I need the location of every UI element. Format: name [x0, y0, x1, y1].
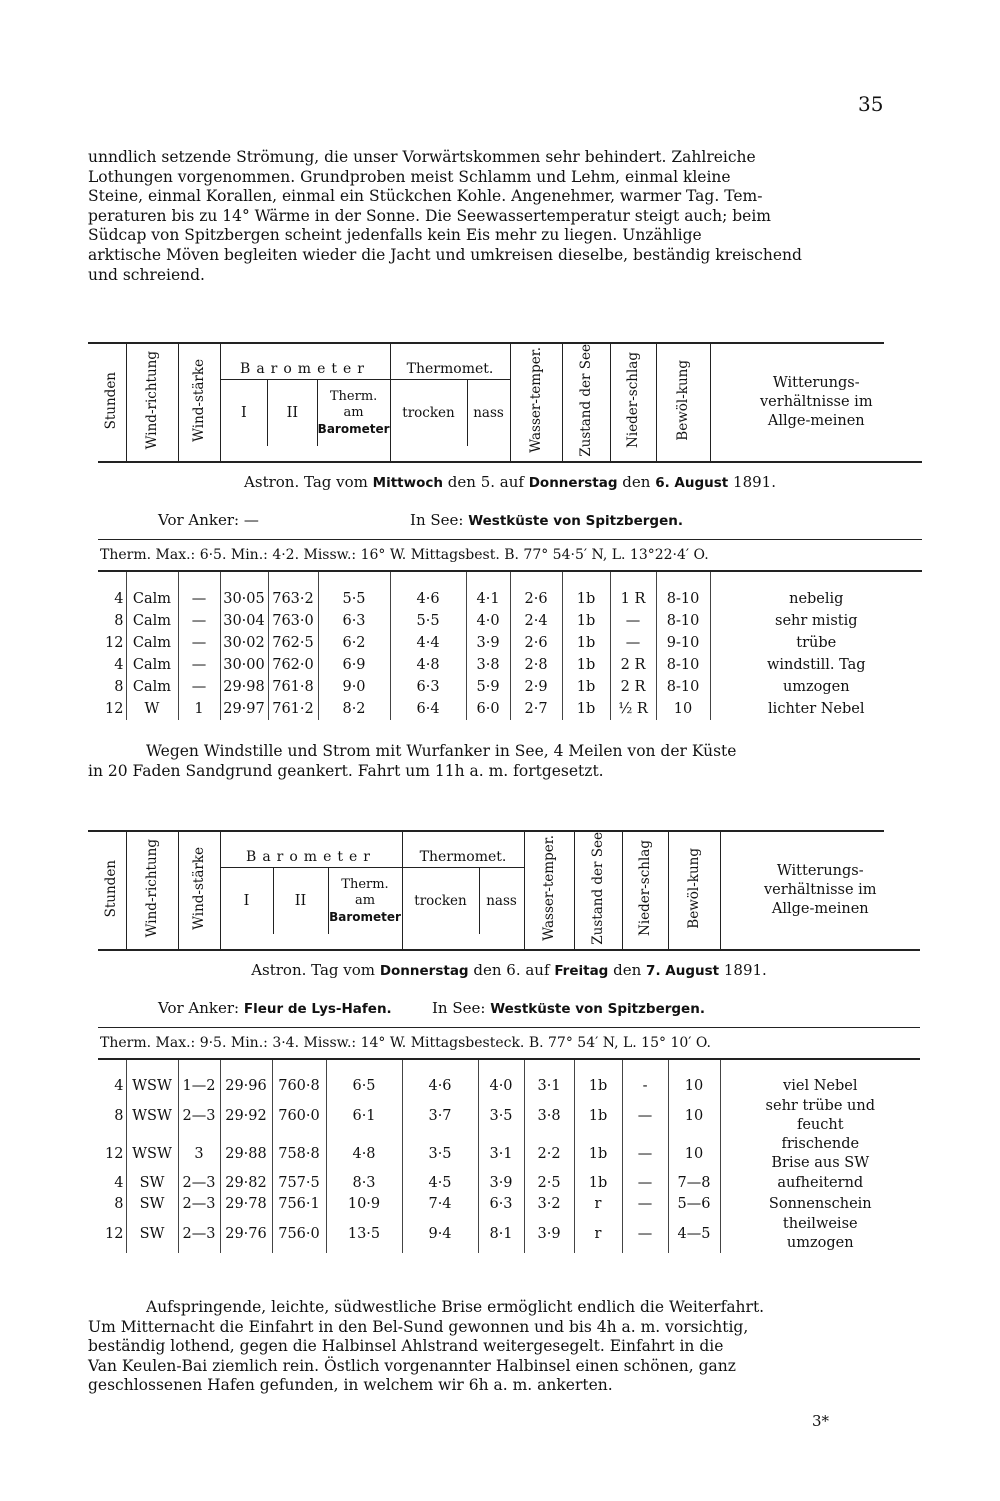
- astron-line: Astron. Tag vom Mittwoch den 5. auf Donnerstag den 6. August 1891.: [244, 472, 776, 491]
- anchor-label: Vor Anker:: [158, 998, 240, 1017]
- text-line: peraturen bis zu 14° Wärme in der Sonne. Die Seewassertemperatur steigt auch; beim: [88, 206, 771, 225]
- barometer-group-label: Barometer: [221, 847, 402, 868]
- anchor-line: [98, 989, 920, 1028]
- table-row: 4 Calm — 30·00 762·0 6·9 4·8 3·8 2·8 1b 2 R 8-10 windstill. Tag: [98, 654, 922, 676]
- col-windrichtung: Wind-richtung: [126, 344, 178, 462]
- trocken-label: trocken: [391, 380, 468, 446]
- paragraph-3: [88, 1298, 890, 1396]
- text-line: in 20 Faden Sandgrund geankert. Fahrt um 11h a. m. fortgesetzt.: [88, 761, 604, 780]
- col-bewoelkung: Bewöl-kung: [656, 344, 710, 462]
- table-row: 8 WSW 2—3 29·92 760·0 6·1 3·7 3·5 3·8 1b — 10 sehr trübe und feucht: [98, 1097, 920, 1135]
- text-line: Südcap von Spitzbergen scheint jedenfalls kein Eis mehr zu liegen. Unzählige: [88, 226, 702, 245]
- barometer-bold-label: Barometer: [329, 909, 401, 924]
- therm-am-label: Therm. am: [329, 388, 378, 420]
- col-wassertemp: Wasser-temper.: [510, 344, 562, 462]
- text-line: Steine, einmal Korallen, einmal ein Stückchen Kohle. Angenehmer, warmer Tag. Tem-: [88, 187, 763, 206]
- col-witterung: Witterungs-verhältnisse im Allge-meinen: [720, 832, 920, 950]
- col-wassertemp: Wasser-temper.: [524, 832, 574, 950]
- bar-I-label: I: [221, 380, 269, 446]
- barometer-bold-label: Barometer: [317, 421, 390, 436]
- day-to: Freitag: [554, 962, 609, 979]
- table-row: 12 W 1 29·97 761·2 8·2 6·4 6·0 2·7 1b ½ R 10 lichter Nebel: [98, 698, 922, 720]
- anchor-label: Vor Anker: —: [158, 510, 259, 529]
- paragraph-2: [88, 742, 890, 781]
- col-niederschlag: Nieder-schlag: [622, 832, 668, 950]
- col-niederschlag: Nieder-schlag: [610, 344, 656, 462]
- day-to: Donnerstag: [528, 474, 618, 491]
- anchor-location: Fleur de Lys-Hafen.: [243, 1000, 392, 1017]
- col-thermometer-group: [390, 344, 510, 462]
- trocken-label: trocken: [403, 868, 480, 934]
- col-bewoelkung: Bewöl-kung: [668, 832, 720, 950]
- day-from: Donnerstag: [379, 962, 469, 979]
- sea-label: In See:: [432, 998, 486, 1017]
- text-line: Aufspringende, leichte, südwestliche Brise ermöglicht endlich die Weiterfahrt.: [146, 1298, 765, 1316]
- col-barometer-group: [220, 344, 390, 462]
- col-windstaerke: Wind-stärke: [178, 832, 220, 950]
- anchor-line: [98, 501, 922, 540]
- therm-line: Therm. Max.: 9·5. Min.: 3·4. Missw.: 14° W. Mittagsbesteck. B. 77° 54′ N, L. 15° 10′ O.: [98, 1027, 920, 1059]
- table-header-row: [98, 832, 920, 950]
- bar-I-label: I: [221, 868, 274, 934]
- col-stunden: Stunden: [98, 832, 126, 950]
- weather-table-2: [98, 832, 920, 1253]
- table-row: 8 SW 2—3 29·78 756·1 10·9 7·4 6·3 3·2 r — 5—6 Sonnenschein: [98, 1194, 920, 1215]
- text-line: und schreiend.: [88, 265, 205, 284]
- signature-mark: 3*: [812, 1412, 830, 1430]
- text-line: Lothungen vorgenommen. Grundproben meist Schlamm und Lehm, einmal kleine: [88, 167, 731, 186]
- thermometer-group-label: Thermomet.: [403, 847, 524, 868]
- col-barometer-group: [220, 832, 402, 950]
- sea-location: Westküste von Spitzbergen.: [490, 1000, 705, 1017]
- day-from: Mittwoch: [372, 474, 443, 491]
- thermometer-group-label: Thermomet.: [391, 359, 510, 380]
- therm-line: Therm. Max.: 6·5. Min.: 4·2. Missw.: 16° W. Mittagsbest. B. 77° 54·5′ N, L. 13°22·4′ O.: [98, 539, 922, 571]
- col-windrichtung: Wind-richtung: [126, 832, 178, 950]
- paragraph-1: [88, 148, 890, 285]
- table-row: 4 SW 2—3 29·82 757·5 8·3 4·5 3·9 2·5 1b — 7—8 aufheiternd: [98, 1173, 920, 1194]
- page-number: 35: [858, 92, 884, 116]
- sea-location: Westküste von Spitzbergen.: [468, 512, 683, 529]
- text-line: geschlossenen Hafen gefunden, in welchem wir 6h a. m. ankerten.: [88, 1376, 613, 1395]
- table-row: 12 Calm — 30·02 762·5 6·2 4·4 3·9 2·6 1b — 9-10 trübe: [98, 632, 922, 654]
- text-line: Wegen Windstille und Strom mit Wurfanker in See, 4 Meilen von der Küste: [146, 742, 737, 760]
- col-stunden: Stunden: [98, 344, 126, 462]
- col-zustand: Zustand der See: [574, 832, 622, 950]
- col-windstaerke: Wind-stärke: [178, 344, 220, 462]
- text-line: unndlich setzende Strömung, die unser Vorwärtskommen sehr behindert. Zahlreiche: [88, 148, 756, 166]
- table-header-row: [98, 344, 922, 462]
- col-thermometer-group: [402, 832, 524, 950]
- table-row: 4 Calm — 30·05 763·2 5·5 4·6 4·1 2·6 1b 1 R 8-10 nebelig: [98, 588, 922, 610]
- table-row: 12 WSW 3 29·88 758·8 4·8 3·5 3·1 2·2 1b — 10 frischende Brise aus SW: [98, 1135, 920, 1173]
- table-row: 4 WSW 1—2 29·96 760·8 6·5 4·6 4·0 3·1 1b - 10 viel Nebel: [98, 1076, 920, 1097]
- barometer-group-label: Barometer: [221, 359, 390, 380]
- bar-II-label: II: [268, 380, 318, 446]
- text-line: arktische Möven begleiten wieder die Jacht und umkreisen dieselbe, beständig kreischend: [88, 245, 802, 264]
- text-line: Um Mitternacht die Einfahrt in den Bel-Sund gewonnen und bis 4h a. m. vorsichtig,: [88, 1317, 749, 1336]
- weather-table-1: [98, 344, 922, 720]
- astron-line: Astron. Tag vom Donnerstag den 6. auf Freitag den 7. August 1891.: [251, 960, 767, 979]
- table-row: 8 Calm — 29·98 761·8 9·0 6·3 5·9 2·9 1b 2 R 8-10 umzogen: [98, 676, 922, 698]
- table-row: 8 Calm — 30·04 763·0 6·3 5·5 4·0 2·4 1b — 8-10 sehr mistig: [98, 610, 922, 632]
- therm-am-label: Therm. am: [341, 876, 389, 908]
- nass-label: nass: [486, 892, 517, 909]
- table-row: 12 SW 2—3 29·76 756·0 13·5 9·4 8·1 3·9 r — 4—5 theilweise umzogen: [98, 1215, 920, 1253]
- col-zustand: Zustand der See: [562, 344, 610, 462]
- bar-II-label: II: [274, 868, 329, 934]
- col-witterung: Witterungs-verhältnisse im Allge-meinen: [710, 344, 922, 462]
- text-line: Van Keulen-Bai ziemlich rein. Östlich vorgenannter Halbinsel einen schönen, ganz: [88, 1356, 736, 1375]
- sea-label: In See:: [410, 510, 464, 529]
- date-to: 7. August: [646, 962, 720, 979]
- text-line: beständig lothend, gegen die Halbinsel Ahlstrand weitergesegelt. Einfahrt in die: [88, 1337, 724, 1356]
- date-to: 6. August: [655, 474, 729, 491]
- nass-label: nass: [473, 404, 504, 421]
